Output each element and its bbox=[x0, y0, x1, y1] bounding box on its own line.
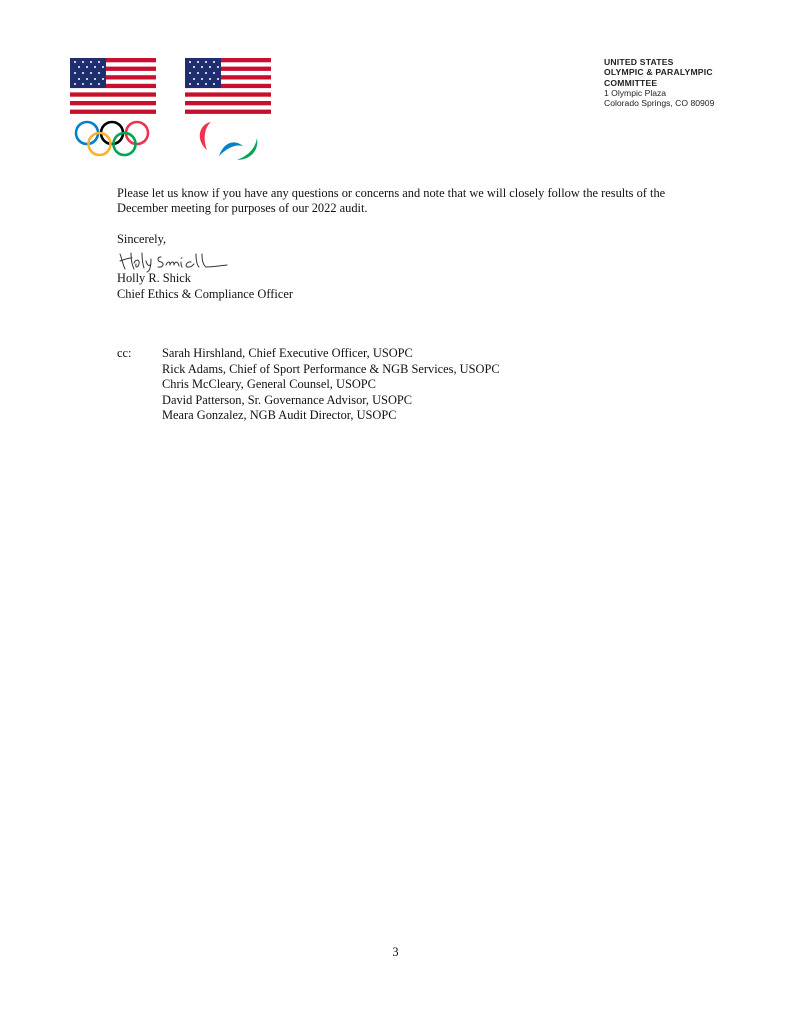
cc-recipient-list bbox=[162, 346, 500, 424]
address-street: 1 Olympic Plaza bbox=[604, 87, 667, 98]
organization-name-line-2: OLYMPIC & PARALYMPIC bbox=[604, 67, 713, 78]
organization-address bbox=[604, 57, 714, 108]
signer-name: Holly R. Shick bbox=[117, 271, 192, 286]
address-city: Colorado Springs, CO 80909 bbox=[604, 98, 715, 109]
signature-block bbox=[117, 247, 717, 302]
closing-paragraph: Please let us know if you have any questions or concerns and note that we will closely follow the results of the December meeting for purposes of our 2022 audit. bbox=[117, 186, 666, 216]
cc-recipient: David Patterson, Sr. Governance Advisor, USOPC bbox=[162, 392, 413, 407]
letter-body bbox=[117, 186, 717, 302]
us-flag-icon bbox=[185, 58, 271, 114]
cc-label: cc: bbox=[117, 346, 132, 360]
cc-recipient: Sarah Hirshland, Chief Executive Officer, USOPC bbox=[162, 346, 413, 360]
paralympic-agitos-icon bbox=[200, 122, 258, 160]
organization-name-line-3: COMMITTEE bbox=[604, 77, 658, 88]
cc-recipient: Meara Gonzalez, NGB Audit Director, USOPC bbox=[162, 408, 397, 423]
cc-recipient: Chris McCleary, General Counsel, USOPC bbox=[162, 377, 376, 392]
cc-recipient: Rick Adams, Chief of Sport Performance & NGB Services, USOPC bbox=[162, 361, 500, 376]
handwritten-signature bbox=[117, 247, 232, 273]
signer-title: Chief Ethics & Compliance Officer bbox=[117, 286, 293, 301]
us-olympic-logo bbox=[70, 58, 156, 158]
closing-salutation: Sincerely, bbox=[117, 231, 167, 246]
olympic-rings-icon bbox=[76, 122, 148, 155]
page-number: 3 bbox=[392, 945, 399, 959]
us-flag-icon bbox=[70, 58, 156, 114]
organization-name-line-1: UNITED STATES bbox=[604, 57, 674, 67]
us-paralympic-logo bbox=[185, 58, 271, 162]
